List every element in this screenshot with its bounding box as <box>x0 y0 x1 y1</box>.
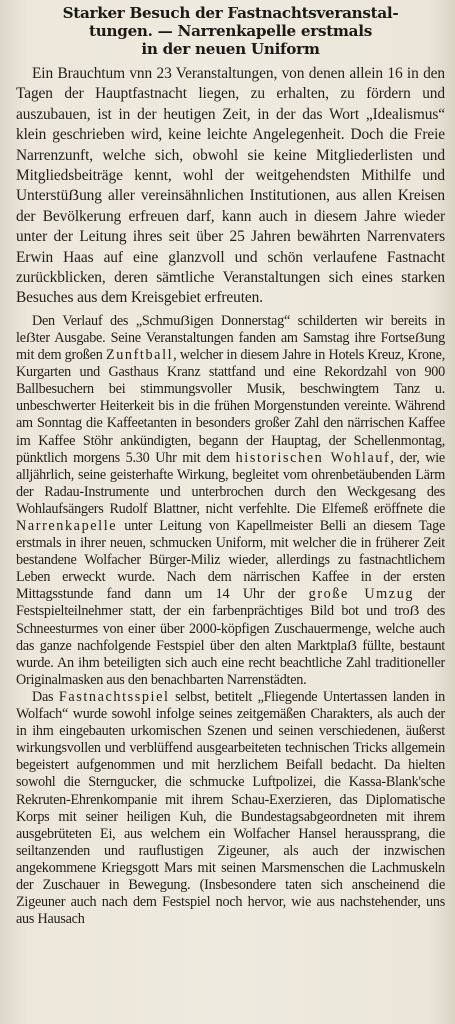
paragraph-program-text-2: , welcher in diesem Jahre in Hotels Kreuz, Krone, Kurgarten und Gasthaus Kranz stattfand und eine Rekordzahl von 900 Ballbesuchern bei stimmungsvoller Musik, beschwingtem Tanz u. unbeschwerter Heiterkeit bis in die frühen Morgenstunden vereinte. Während am Sonntag die Kaffeetanten in besonders großer Zahl den närrischen Kaffee im Kaffee Stöhr ankündigten, begann der Hauptag, der Schellenmontag, pünktlich morgens 5.30 Uhr mit dem <box>16 347 445 466</box>
headline-line-2: tungen. — Narrenkapelle erstmals <box>89 22 372 40</box>
headline-line-3: in der neuen Uniform <box>141 40 320 58</box>
paragraph-program-text-5: der Festspielteilnehmer statt, der ein farbenprächtiges Bild bot und troẞ des Schneesturmes von einer über 2000-köpfigen Zuschauermenge, welche auch das ganze nachfolgende Festspiel über den alten Marktplaẞ füllte, bestaunt wurde. An ihm beteiligten sich auch eine recht beachtliche Zahl traditioneller Originalmasken aus den benachbarten Narrenstädten. <box>16 586 445 688</box>
spaced-term-umzug: große Umzug <box>308 586 415 603</box>
spaced-term-wohlauf: historischen Wohlauf <box>235 449 391 466</box>
article-headline <box>16 4 445 58</box>
spaced-term-fastnachtsspiel: Fastnachtsspiel <box>58 688 170 705</box>
paragraph-intro: Ein Brauchtum vnn 23 Veranstaltungen, von denen allein 16 in den Tagen der Hauptfastnacht liegen, zu erhalten, zu fördern und auszubauen, ist in der heutigen Zeit, in der das Wort „Idealismus“ klein geschrieben wird, keine leichte Angelegenheit. Doch die Freie Narrenzunft, welche sich, obwohl sie keine Mitgliederlisten und Mitgliedsbeiträge kennt, wohl der weitgehendsten Mithilfe und Unterstüẞung aller vereinsähnlichen Institutionen, aus allen Kreisen der Bevölkerung erfreuen darf, kann auch in diesem Jahre wieder unter der Leitung ihres seit über 25 Jahren bewährten Narrenvaters Erwin Haas auf eine glanzvoll und schön verlaufene Fastnacht zurückblicken, deren sämtliche Veranstaltungen sich eines starken Besuches aus dem Kreisgebiet erfreuten. <box>16 65 445 307</box>
paragraph-play-text-1: Das <box>32 688 59 705</box>
paragraph-program-text-4: unter Leitung von Kapellmeister Belli an diesem Tage erstmals in ihrer neuen, schmucken Uniform, mit welcher die in früherer Zeit bestandene Wolfacher Bürger-Miliz wieder, allerdings zu fastnachtlichem Leben erweckt wurde. Nach dem närrischen Kaffee in der ersten Mittagsstunde fand dann um 14 Uhr der <box>16 518 445 603</box>
headline-line-1: Starker Besuch der Fastnachtsveranstal- <box>62 4 399 22</box>
spaced-term-narrenkapelle: Narrenkapelle <box>16 518 118 534</box>
paragraph-program-text-1: Den Verlauf des „Schmuẞigen Donnerstag“ schilderten wir bereits in leẞter Ausgabe. Seine Veranstaltungen fanden am Samstag ihre Fortseẞung mit dem großen <box>16 312 445 364</box>
paragraph-play <box>16 689 445 928</box>
paragraph-play-text-2: selbst, betitelt „Fliegende Untertassen landen in Wolfach“ wurde sowohl infolge seines zeitgemäßen Charakters, als auch der in ihm eingebauten urkomischen Szenen und seinen verschiedenen, äußerst wirkungsvollen und verblüffend ausgearbeiteten technischen Tricks allgemein begeistert aufgenommen und mit herzlichem Beifall bedacht. Da hielten sowohl die Sterngucker, die schmucke Luftpolizei, die Kassa-Blank'sche Rekruten-Ehrenkompanie mit ihrem Schau-Exerzieren, das Diplomatische Korps mit seiner heiligen Kuh, die Bundestagsabgeordneten mit ihrem ausgebrüteten Ei, aus welchem ein Wolfacher Hansel heraussprang, die seiltanzenden und rauflustigen Zigeuner, als auch der inzwischen angekommene Kriegsgott Mars mit seinen Marsmenschen die Lachmuskeln der Zuschauer in Bewegung. (Insbesondere taten sich anscheinend die Zigeuner auch nach dem Festspiel noch hervor, wie aus nachstehender, uns aus Hausach <box>16 688 445 928</box>
paragraph-program <box>16 313 445 689</box>
spaced-term-zunftball: Zunftball <box>105 347 174 364</box>
paragraph-program-text-3: , der, wie alljährlich, seine geisterhafte Wirkung, begleitet vom ohrenbetäubenden Lärm der Radau-Instrumente und unterbrochen durch den Weckgesang des Wohlaufsängers Rudolf Blattner, nicht verfehlte. Die Elfemeß eröffnete die <box>16 449 445 517</box>
article-body <box>16 64 445 928</box>
